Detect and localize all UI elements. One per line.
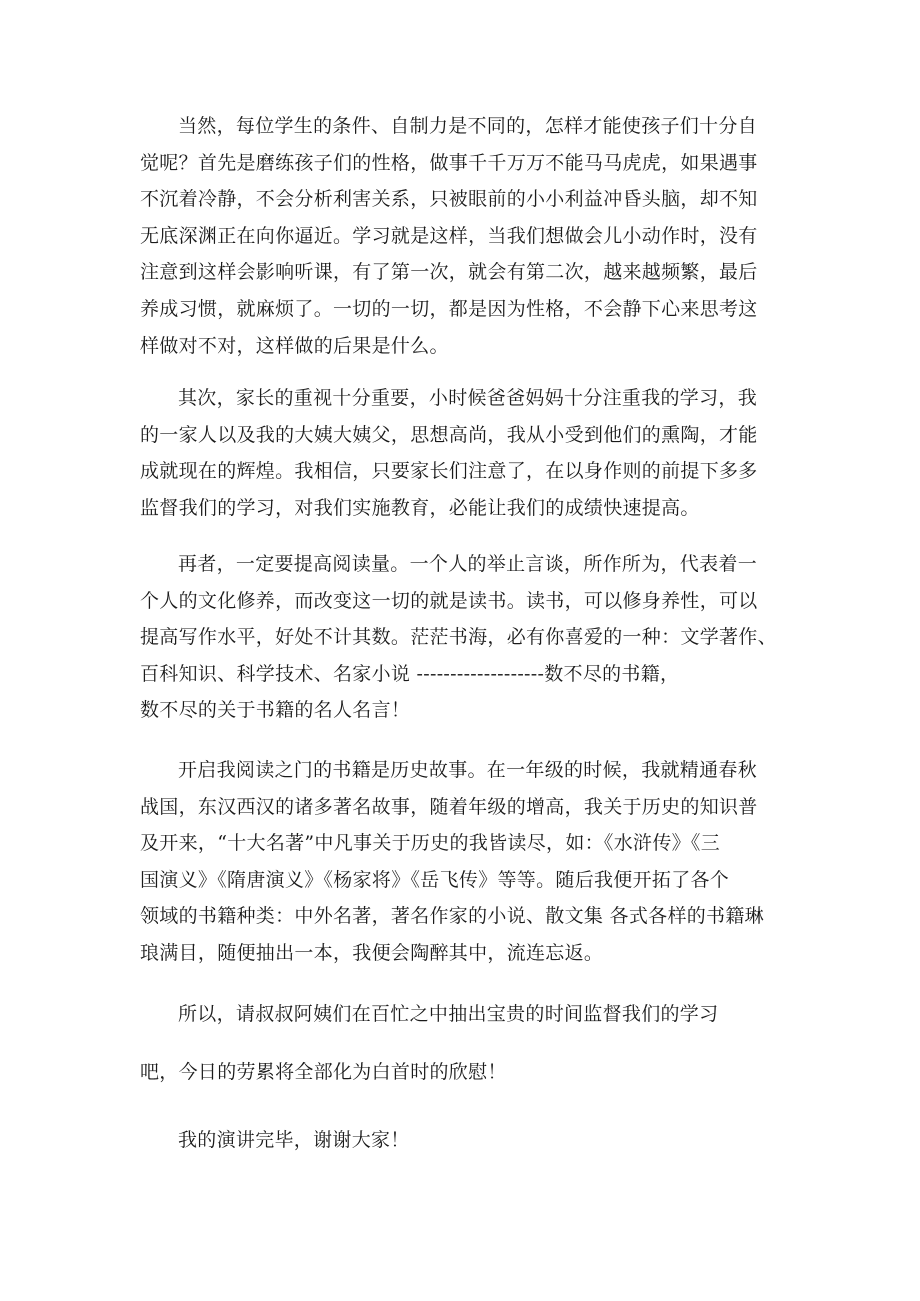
text-line: 成就现在的辉煌。我相信，只要家长们注意了，在以身作则的前提下多多 bbox=[140, 460, 758, 483]
paragraph-parents bbox=[140, 380, 758, 526]
text-line: 觉呢？首先是磨练孩子们的性格，做事千千万万不能马马虎虎，如果遇事 bbox=[140, 151, 758, 174]
text-line: 所以，请叔叔阿姨们在百忙之中抽出宝贵的时间监督我们的学习 bbox=[178, 1003, 719, 1025]
text-line: 当然，每位学生的条件、自制力是不同的，怎样才能使孩子们十分自 bbox=[178, 115, 758, 137]
text-line: 开启我阅读之门的书籍是历史故事。在一年级的时候，我就精通春秋 bbox=[178, 759, 758, 781]
text-line: 百科知识、科学技术、名家小说 -------------------数不尽的书籍， bbox=[140, 662, 680, 685]
paragraph-closing bbox=[140, 1122, 410, 1159]
text-line: 再者，一定要提高阅读量。一个人的举止言谈，所作所为，代表着一 bbox=[178, 553, 758, 575]
text-line: 养成习惯，就麻烦了。一切的一切，都是因为性格，不会静下心来思考这 bbox=[140, 297, 758, 320]
text-line: 数不尽的关于书籍的名人名言！ bbox=[140, 699, 411, 722]
text-line: 的一家人以及我的大姨大姨父，思想高尚，我从小受到他们的熏陶，才能 bbox=[140, 423, 758, 446]
text-line: 样做对不对，这样做的后果是什么。 bbox=[140, 334, 449, 357]
paragraph-reading bbox=[140, 546, 777, 729]
paragraph-character bbox=[140, 108, 758, 364]
text-line: 其次，家长的重视十分重要，小时候爸爸妈妈十分注重我的学习，我 bbox=[178, 387, 758, 409]
text-line: 不沉着冷静，不会分析利害关系，只被眼前的小小利益冲昏头脑，却不知 bbox=[140, 188, 758, 211]
text-line: 我的演讲完毕，谢谢大家！ bbox=[178, 1129, 410, 1151]
text-line: 国演义》《隋唐演义》《杨家将》《岳飞传》等等。随后我便开拓了各个 bbox=[140, 868, 730, 891]
paragraph-appeal bbox=[140, 996, 718, 1033]
paragraph-history bbox=[140, 752, 764, 972]
paragraph-appeal-continued bbox=[140, 1054, 507, 1091]
text-line: 注意到这样会影响听课，有了第一次，就会有第二次，越来越频繁，最后 bbox=[140, 261, 758, 284]
text-line: 领域的书籍种类：中外名著，著名作家的小说、散文集 各式各样的书籍琳 bbox=[140, 905, 764, 928]
text-line: 监督我们的学习，对我们实施教育，必能让我们的成绩快速提高。 bbox=[140, 496, 700, 519]
text-line: 个人的文化修养，而改变这一切的就是读书。读书，可以修身养性，可以 bbox=[140, 589, 758, 612]
text-line: 琅满目，随便抽出一本，我便会陶醉其中，流连忘返。 bbox=[140, 941, 604, 964]
text-line: 战国，东汉西汉的诸多著名故事，随着年级的增高，我关于历史的知识普 bbox=[140, 795, 758, 818]
text-line: 吧，今日的劳累将全部化为白首时的欣慰！ bbox=[140, 1061, 507, 1083]
text-line: 提高写作水平，好处不计其数。茫茫书海，必有你喜爱的一种：文学著作、 bbox=[140, 626, 777, 649]
text-line: 无底深渊正在向你逼近。学习就是这样，当我们想做会儿小动作时，没有 bbox=[140, 224, 758, 247]
text-line: 及开来，“十大名著”中凡事关于历史的我皆读尽，如：《水浒传》《三 bbox=[140, 832, 721, 855]
